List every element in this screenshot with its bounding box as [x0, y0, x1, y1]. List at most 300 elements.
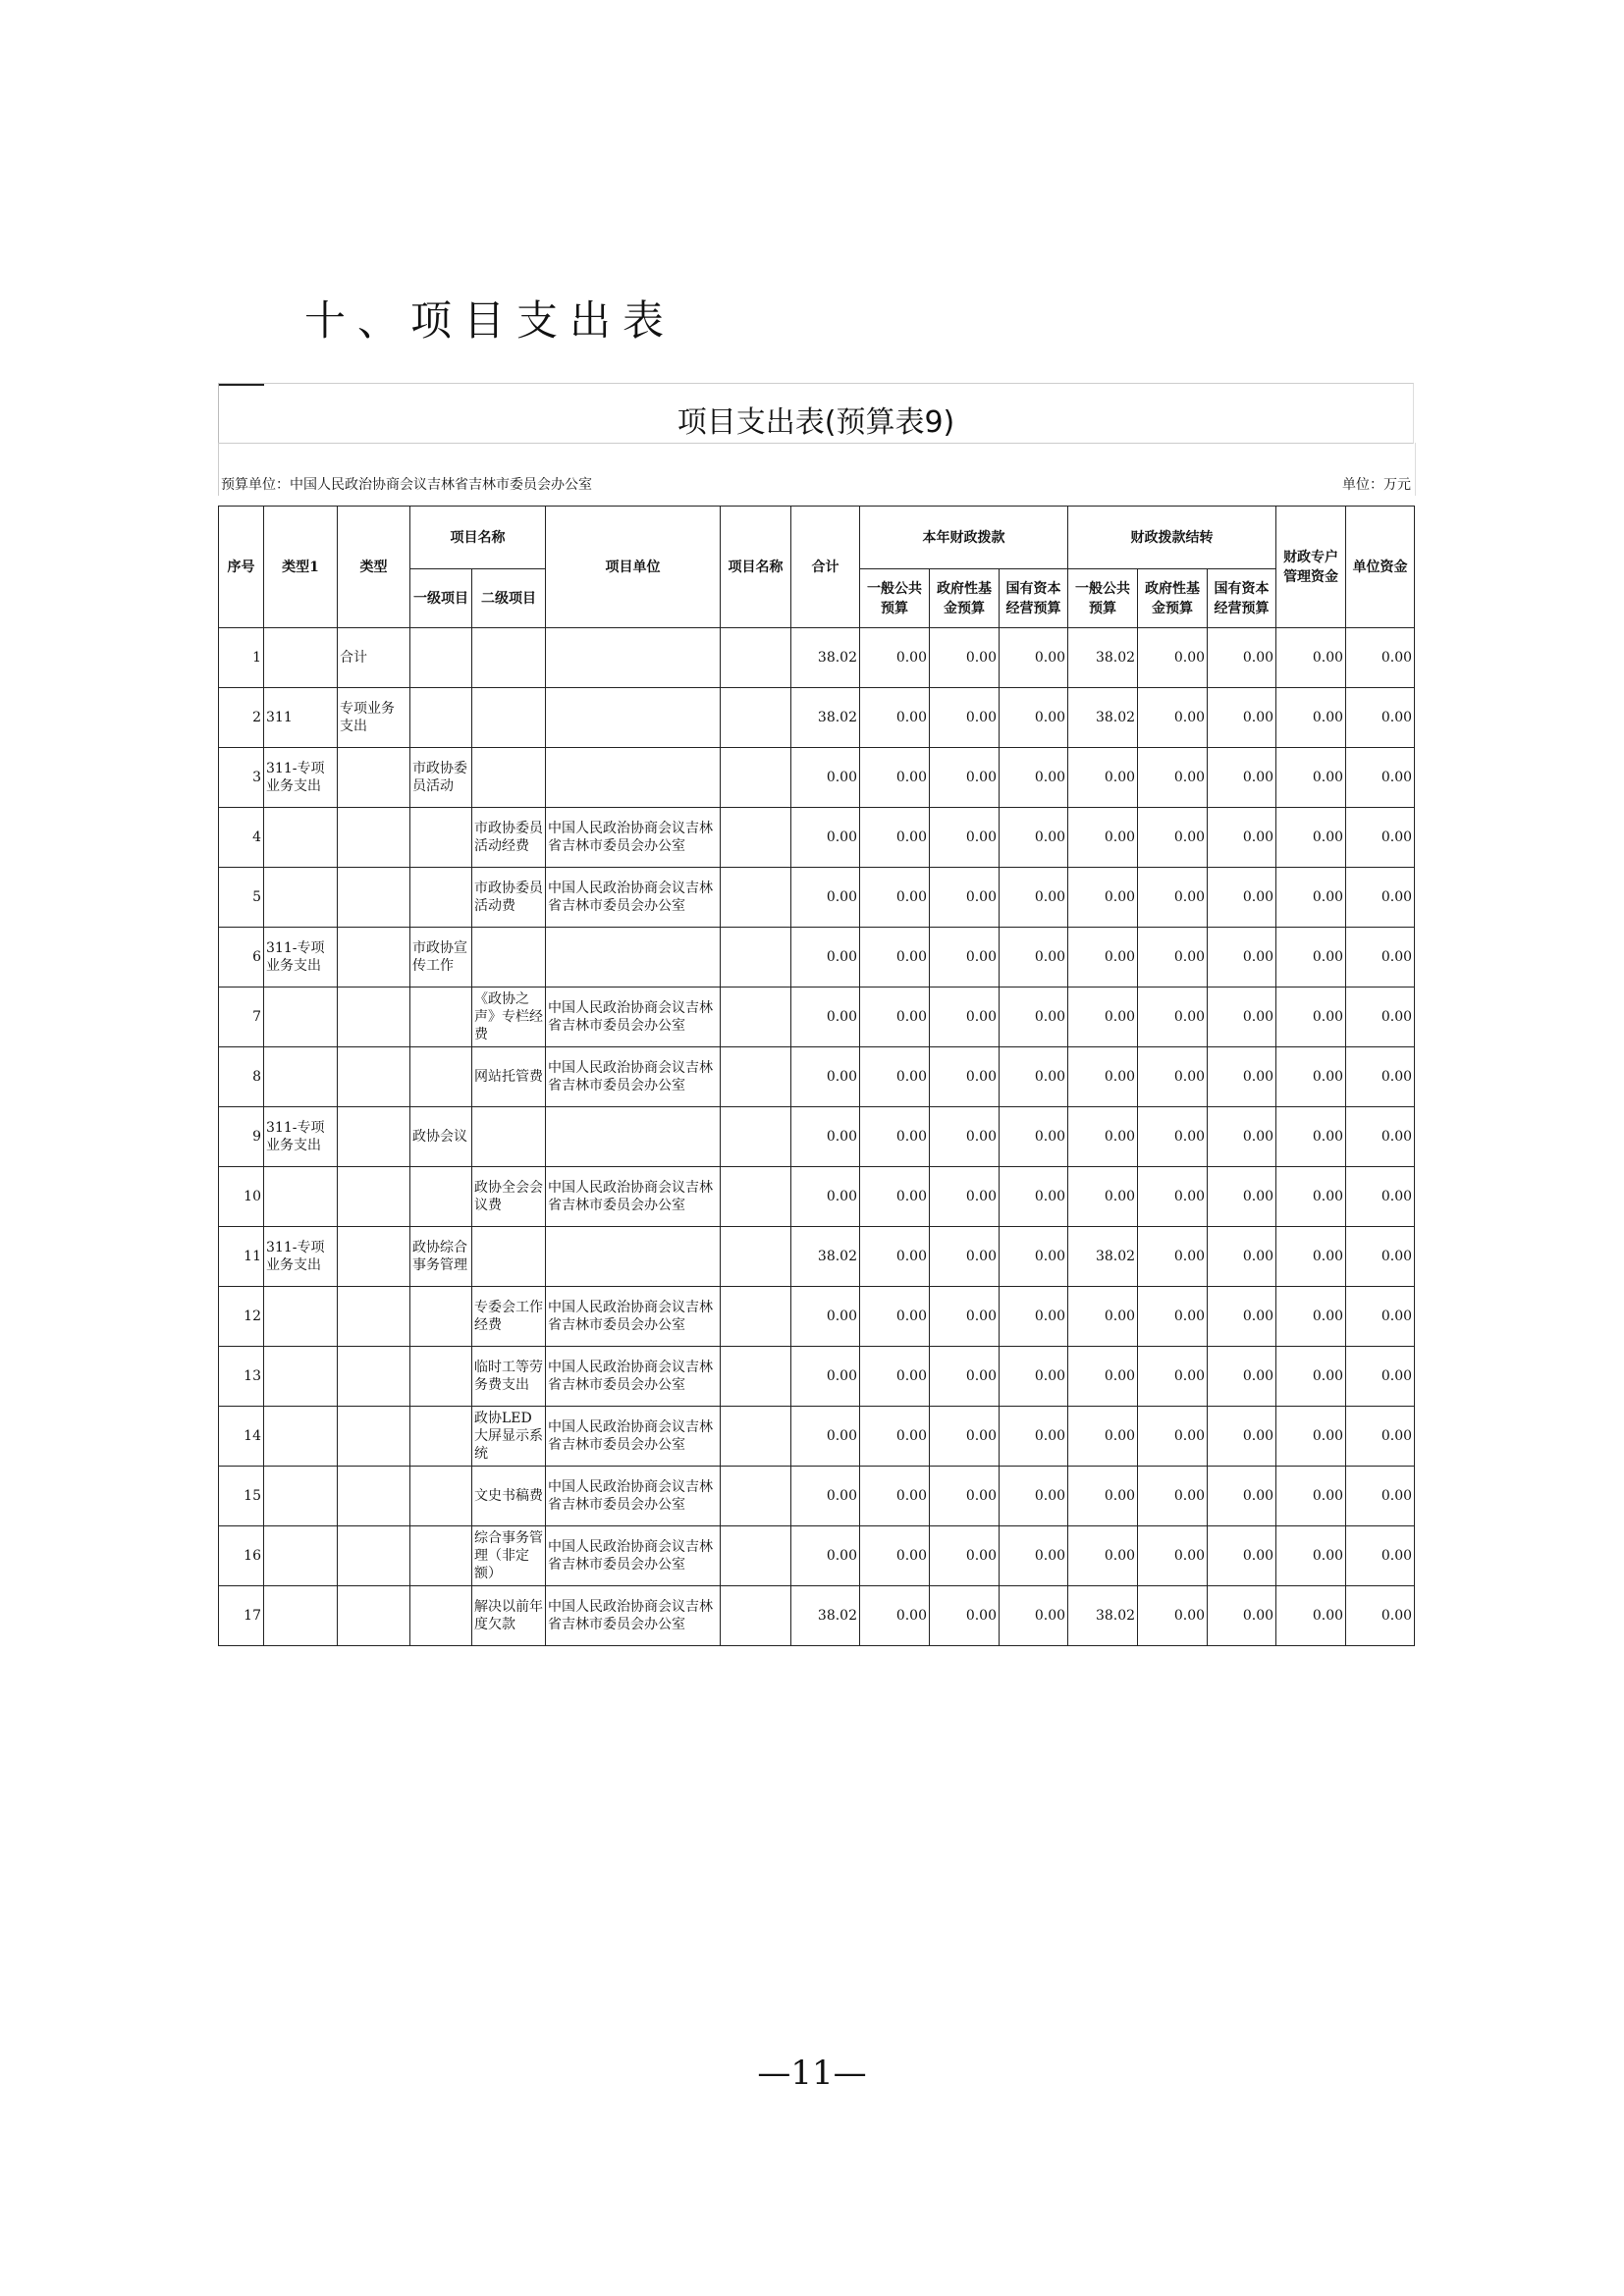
- cell-amount: 0.00: [1276, 1526, 1346, 1586]
- header-total: 合计: [791, 507, 860, 628]
- table-row: [219, 1347, 1415, 1407]
- table-title: 项目支出表(预算表9): [677, 405, 955, 440]
- cell-amount: 0.00: [791, 1167, 860, 1227]
- cell-level1: [410, 688, 472, 748]
- cell-amount: 0.00: [1276, 1047, 1346, 1107]
- cell-project-name: [721, 868, 791, 928]
- table-title-box: [218, 383, 1414, 444]
- cell-amount: 0.00: [1346, 988, 1415, 1047]
- cell-amount: 0.00: [1208, 928, 1276, 988]
- cell-amount: 0.00: [1138, 1586, 1208, 1646]
- cell-amount: 0.00: [791, 1047, 860, 1107]
- cell-project-unit: 中国人民政治协商会议吉林省吉林市委员会办公室: [546, 1467, 721, 1526]
- cell-amount: 38.02: [791, 1227, 860, 1287]
- header-project-title: 项目名称: [721, 507, 791, 628]
- cell-type1: [264, 628, 338, 688]
- cell-type1: [264, 1407, 338, 1467]
- cell-type: [338, 928, 410, 988]
- cell-seq: 1: [219, 628, 264, 688]
- cell-project-unit: 中国人民政治协商会议吉林省吉林市委员会办公室: [546, 868, 721, 928]
- table-row: [219, 628, 1415, 688]
- cell-amount: 0.00: [1346, 1526, 1415, 1586]
- cell-level2: 市政协委员活动费: [472, 868, 546, 928]
- cell-amount: 0.00: [1068, 1407, 1138, 1467]
- cell-amount: 0.00: [1068, 1107, 1138, 1167]
- cell-amount: 0.00: [930, 1047, 1000, 1107]
- cell-amount: 0.00: [930, 1526, 1000, 1586]
- cell-amount: 0.00: [1068, 1167, 1138, 1227]
- cell-level2: [472, 628, 546, 688]
- cell-amount: 38.02: [791, 688, 860, 748]
- cell-amount: 0.00: [1000, 1347, 1068, 1407]
- cell-type1: [264, 808, 338, 868]
- cell-amount: 0.00: [1138, 1047, 1208, 1107]
- cell-amount: 0.00: [860, 1107, 930, 1167]
- cell-amount: 0.00: [1000, 748, 1068, 808]
- cell-seq: 17: [219, 1586, 264, 1646]
- cell-amount: 0.00: [1346, 628, 1415, 688]
- cell-amount: 0.00: [1346, 1047, 1415, 1107]
- table-row: [219, 688, 1415, 748]
- cell-amount: 0.00: [1068, 748, 1138, 808]
- table-frame: [218, 383, 1414, 1669]
- table-row: [219, 988, 1415, 1047]
- cell-amount: 0.00: [1276, 988, 1346, 1047]
- cell-amount: 0.00: [1068, 1467, 1138, 1526]
- cell-amount: 0.00: [860, 1227, 930, 1287]
- cell-amount: 0.00: [1208, 1167, 1276, 1227]
- cell-amount: 0.00: [1276, 1407, 1346, 1467]
- table-row: [219, 868, 1415, 928]
- cell-project-name: [721, 1167, 791, 1227]
- cell-level1: [410, 1287, 472, 1347]
- header-current-year: 本年财政拨款: [860, 507, 1068, 569]
- header-level1: 一级项目: [410, 569, 472, 628]
- cell-amount: 38.02: [1068, 1227, 1138, 1287]
- cell-project-unit: [546, 1107, 721, 1167]
- header-unit-funds: 单位资金: [1346, 507, 1415, 628]
- cell-type: [338, 1227, 410, 1287]
- cell-amount: 0.00: [860, 688, 930, 748]
- cell-amount: 0.00: [860, 808, 930, 868]
- cell-type1: [264, 1167, 338, 1227]
- cell-amount: 0.00: [791, 748, 860, 808]
- cell-amount: 0.00: [1068, 928, 1138, 988]
- cell-amount: 0.00: [1208, 628, 1276, 688]
- cell-level2: [472, 928, 546, 988]
- cell-project-unit: [546, 688, 721, 748]
- header-special-account: 财政专户管理资金: [1276, 507, 1346, 628]
- cell-amount: 0.00: [1138, 1347, 1208, 1407]
- cell-amount: 0.00: [1208, 808, 1276, 868]
- cell-project-name: [721, 808, 791, 868]
- cell-project-unit: 中国人民政治协商会议吉林省吉林市委员会办公室: [546, 1526, 721, 1586]
- cell-project-name: [721, 1467, 791, 1526]
- cell-project-unit: 中国人民政治协商会议吉林省吉林市委员会办公室: [546, 1586, 721, 1646]
- cell-type: [338, 1407, 410, 1467]
- cell-level2: 政协全会会议费: [472, 1167, 546, 1227]
- currency-unit-label: 单位：万元: [1342, 477, 1411, 493]
- cell-amount: 0.00: [930, 928, 1000, 988]
- cell-amount: 0.00: [1000, 1586, 1068, 1646]
- table-row: [219, 1586, 1415, 1646]
- cell-amount: 38.02: [1068, 628, 1138, 688]
- cell-amount: 0.00: [1276, 1586, 1346, 1646]
- cell-level2: 市政协委员活动经费: [472, 808, 546, 868]
- cell-level2: 解决以前年度欠款: [472, 1586, 546, 1646]
- cell-seq: 14: [219, 1407, 264, 1467]
- cell-amount: 0.00: [1000, 688, 1068, 748]
- cell-amount: 0.00: [860, 1167, 930, 1227]
- cell-amount: 0.00: [860, 1047, 930, 1107]
- cell-amount: 0.00: [930, 1227, 1000, 1287]
- header-type1: 类型1: [264, 507, 338, 628]
- project-expenditure-table: [218, 506, 1415, 1646]
- cell-amount: 0.00: [1000, 1107, 1068, 1167]
- cell-amount: 0.00: [1000, 1287, 1068, 1347]
- cell-amount: 0.00: [930, 1287, 1000, 1347]
- cell-seq: 11: [219, 1227, 264, 1287]
- cell-seq: 16: [219, 1526, 264, 1586]
- cell-level2: [472, 748, 546, 808]
- cell-amount: 0.00: [1346, 1227, 1415, 1287]
- cell-amount: 0.00: [1138, 748, 1208, 808]
- cell-project-name: [721, 1586, 791, 1646]
- cell-amount: 0.00: [1000, 1407, 1068, 1467]
- cell-project-unit: 中国人民政治协商会议吉林省吉林市委员会办公室: [546, 1287, 721, 1347]
- cell-amount: 38.02: [1068, 1586, 1138, 1646]
- cell-amount: 0.00: [1208, 1047, 1276, 1107]
- cell-amount: 0.00: [1068, 988, 1138, 1047]
- cell-type1: [264, 868, 338, 928]
- meta-row: [218, 443, 1416, 496]
- cell-type: [338, 988, 410, 1047]
- cell-type: [338, 1107, 410, 1167]
- cell-amount: 0.00: [860, 1347, 930, 1407]
- cell-type1: 311-专项业务支出: [264, 1227, 338, 1287]
- section-heading: 十、项目支出表: [304, 296, 677, 345]
- cell-amount: 0.00: [860, 748, 930, 808]
- cell-amount: 0.00: [860, 1467, 930, 1526]
- cell-level2: [472, 688, 546, 748]
- cell-amount: 0.00: [1346, 928, 1415, 988]
- cell-amount: 0.00: [930, 1467, 1000, 1526]
- cell-type: [338, 1287, 410, 1347]
- header-cy-gov-fund: 政府性基金预算: [930, 569, 1000, 628]
- cell-amount: 0.00: [930, 1167, 1000, 1227]
- cell-amount: 0.00: [1138, 928, 1208, 988]
- cell-amount: 0.00: [930, 748, 1000, 808]
- header-co-general: 一般公共预算: [1068, 569, 1138, 628]
- table-row: [219, 1287, 1415, 1347]
- cell-amount: 0.00: [1208, 1467, 1276, 1526]
- cell-seq: 2: [219, 688, 264, 748]
- table-row: [219, 1227, 1415, 1287]
- cell-type1: [264, 1047, 338, 1107]
- cell-amount: 0.00: [1208, 1227, 1276, 1287]
- cell-amount: 0.00: [860, 1586, 930, 1646]
- header-level2: 二级项目: [472, 569, 546, 628]
- cell-level2: 《政协之声》专栏经费: [472, 988, 546, 1047]
- cell-level1: [410, 628, 472, 688]
- cell-amount: 0.00: [1276, 1347, 1346, 1407]
- table-row: [219, 1107, 1415, 1167]
- cell-type: [338, 748, 410, 808]
- cell-amount: 0.00: [1000, 1227, 1068, 1287]
- header-carryover: 财政拨款结转: [1068, 507, 1276, 569]
- cell-type1: 311: [264, 688, 338, 748]
- cell-project-name: [721, 1227, 791, 1287]
- cell-project-name: [721, 988, 791, 1047]
- cell-amount: 0.00: [1276, 1107, 1346, 1167]
- cell-project-unit: 中国人民政治协商会议吉林省吉林市委员会办公室: [546, 808, 721, 868]
- cell-amount: 0.00: [930, 868, 1000, 928]
- table-body: [219, 628, 1415, 1646]
- cell-amount: 0.00: [1138, 1407, 1208, 1467]
- cell-amount: 0.00: [791, 1107, 860, 1167]
- cell-type1: 311-专项业务支出: [264, 1107, 338, 1167]
- cell-type: [338, 1167, 410, 1227]
- cell-amount: 0.00: [791, 1347, 860, 1407]
- cell-seq: 8: [219, 1047, 264, 1107]
- cell-amount: 0.00: [1068, 1047, 1138, 1107]
- cell-amount: 0.00: [1068, 1287, 1138, 1347]
- cell-seq: 4: [219, 808, 264, 868]
- cell-amount: 0.00: [1138, 1526, 1208, 1586]
- header-co-gov-fund: 政府性基金预算: [1138, 569, 1208, 628]
- cell-level1: [410, 808, 472, 868]
- cell-amount: 0.00: [1276, 928, 1346, 988]
- cell-amount: 0.00: [930, 1347, 1000, 1407]
- cell-amount: 38.02: [1068, 688, 1138, 748]
- cell-project-unit: [546, 928, 721, 988]
- cell-amount: 0.00: [1138, 808, 1208, 868]
- cell-amount: 0.00: [1138, 688, 1208, 748]
- cell-amount: 0.00: [791, 1526, 860, 1586]
- cell-amount: 0.00: [1208, 1586, 1276, 1646]
- cell-level1: [410, 868, 472, 928]
- cell-amount: 0.00: [1138, 1167, 1208, 1227]
- header-project-unit: 项目单位: [546, 507, 721, 628]
- cell-amount: 0.00: [1000, 988, 1068, 1047]
- table-row: [219, 1407, 1415, 1467]
- cell-amount: 0.00: [1138, 1107, 1208, 1167]
- cell-level2: 文史书稿费: [472, 1467, 546, 1526]
- cell-amount: 0.00: [1208, 748, 1276, 808]
- cell-project-name: [721, 748, 791, 808]
- cell-amount: 0.00: [791, 928, 860, 988]
- cell-amount: 0.00: [1138, 628, 1208, 688]
- header-type: 类型: [338, 507, 410, 628]
- cell-amount: 0.00: [860, 988, 930, 1047]
- cell-project-unit: 中国人民政治协商会议吉林省吉林市委员会办公室: [546, 1347, 721, 1407]
- header-project-name-group: 项目名称: [410, 507, 546, 569]
- cell-seq: 6: [219, 928, 264, 988]
- cell-amount: 0.00: [930, 628, 1000, 688]
- cell-amount: 0.00: [1000, 628, 1068, 688]
- cell-level1: 政协会议: [410, 1107, 472, 1167]
- table-row: [219, 808, 1415, 868]
- cell-amount: 0.00: [1000, 1167, 1068, 1227]
- cell-project-unit: [546, 748, 721, 808]
- cell-type: [338, 808, 410, 868]
- cell-amount: 0.00: [791, 1467, 860, 1526]
- cell-level1: 政协综合事务管理: [410, 1227, 472, 1287]
- cell-amount: 0.00: [1346, 1467, 1415, 1526]
- cell-amount: 0.00: [930, 988, 1000, 1047]
- cell-amount: 0.00: [1276, 688, 1346, 748]
- budget-unit-label: 预算单位：中国人民政治协商会议吉林省吉林市委员会办公室: [221, 477, 592, 493]
- cell-project-unit: 中国人民政治协商会议吉林省吉林市委员会办公室: [546, 1047, 721, 1107]
- header-row-1: [219, 507, 1415, 569]
- cell-amount: 0.00: [860, 628, 930, 688]
- cell-project-name: [721, 1047, 791, 1107]
- cell-project-name: [721, 1407, 791, 1467]
- cell-amount: 0.00: [1000, 928, 1068, 988]
- cell-type: [338, 1347, 410, 1407]
- cell-type1: [264, 1526, 338, 1586]
- cell-amount: 0.00: [1000, 1047, 1068, 1107]
- cell-amount: 0.00: [860, 1287, 930, 1347]
- cell-type1: [264, 1287, 338, 1347]
- cell-level2: 专委会工作经费: [472, 1287, 546, 1347]
- cell-project-name: [721, 1287, 791, 1347]
- cell-amount: 0.00: [1138, 868, 1208, 928]
- cell-amount: 0.00: [1208, 988, 1276, 1047]
- cell-project-unit: 中国人民政治协商会议吉林省吉林市委员会办公室: [546, 1407, 721, 1467]
- cell-type1: [264, 988, 338, 1047]
- cell-amount: 0.00: [1208, 688, 1276, 748]
- cell-project-name: [721, 688, 791, 748]
- cell-amount: 0.00: [1276, 868, 1346, 928]
- cell-amount: 0.00: [1276, 1467, 1346, 1526]
- cell-amount: 0.00: [1346, 748, 1415, 808]
- cell-amount: 0.00: [1346, 1586, 1415, 1646]
- cell-project-name: [721, 928, 791, 988]
- cell-amount: 0.00: [1346, 1167, 1415, 1227]
- cell-project-name: [721, 628, 791, 688]
- cell-type1: 311-专项业务支出: [264, 928, 338, 988]
- cell-seq: 10: [219, 1167, 264, 1227]
- cell-amount: 38.02: [791, 1586, 860, 1646]
- cell-seq: 3: [219, 748, 264, 808]
- cell-seq: 9: [219, 1107, 264, 1167]
- cell-project-name: [721, 1107, 791, 1167]
- cell-amount: 0.00: [1138, 988, 1208, 1047]
- cell-amount: 0.00: [1276, 808, 1346, 868]
- cell-seq: 13: [219, 1347, 264, 1407]
- header-seq: 序号: [219, 507, 264, 628]
- cell-level2: 网站托管费: [472, 1047, 546, 1107]
- cell-type: [338, 868, 410, 928]
- cell-amount: 0.00: [1346, 868, 1415, 928]
- cell-amount: 0.00: [1138, 1227, 1208, 1287]
- cell-amount: 0.00: [930, 688, 1000, 748]
- cell-type: [338, 1047, 410, 1107]
- cell-level2: [472, 1227, 546, 1287]
- table-row: [219, 1467, 1415, 1526]
- cell-amount: 0.00: [1276, 1227, 1346, 1287]
- cell-amount: 0.00: [1208, 868, 1276, 928]
- cell-amount: 0.00: [1138, 1467, 1208, 1526]
- cell-level1: [410, 1347, 472, 1407]
- title-corner-mark: [219, 384, 264, 386]
- cell-seq: 7: [219, 988, 264, 1047]
- header-cy-state-capital: 国有资本经营预算: [1000, 569, 1068, 628]
- cell-amount: 0.00: [1068, 1526, 1138, 1586]
- cell-type: 合计: [338, 628, 410, 688]
- cell-amount: 0.00: [1000, 868, 1068, 928]
- cell-amount: 0.00: [1346, 688, 1415, 748]
- cell-project-unit: 中国人民政治协商会议吉林省吉林市委员会办公室: [546, 988, 721, 1047]
- cell-amount: 0.00: [791, 808, 860, 868]
- cell-amount: 0.00: [791, 1287, 860, 1347]
- cell-level1: [410, 988, 472, 1047]
- cell-project-unit: [546, 628, 721, 688]
- cell-amount: 0.00: [1276, 748, 1346, 808]
- cell-amount: 0.00: [1346, 1407, 1415, 1467]
- table-row: [219, 1047, 1415, 1107]
- cell-amount: 0.00: [930, 1107, 1000, 1167]
- cell-level1: 市政协委员活动: [410, 748, 472, 808]
- cell-level1: [410, 1586, 472, 1646]
- cell-amount: 0.00: [1208, 1407, 1276, 1467]
- table-row: [219, 1526, 1415, 1586]
- cell-amount: 0.00: [1276, 1287, 1346, 1347]
- cell-amount: 0.00: [1208, 1287, 1276, 1347]
- cell-amount: 38.02: [791, 628, 860, 688]
- cell-project-name: [721, 1526, 791, 1586]
- cell-amount: 0.00: [860, 868, 930, 928]
- cell-level2: 综合事务管理（非定额）: [472, 1526, 546, 1586]
- cell-seq: 15: [219, 1467, 264, 1526]
- cell-type: [338, 1467, 410, 1526]
- cell-level2: [472, 1107, 546, 1167]
- cell-type1: [264, 1467, 338, 1526]
- table-row: [219, 1167, 1415, 1227]
- cell-amount: 0.00: [1346, 1287, 1415, 1347]
- cell-amount: 0.00: [791, 1407, 860, 1467]
- cell-amount: 0.00: [1276, 1167, 1346, 1227]
- cell-amount: 0.00: [1000, 1526, 1068, 1586]
- cell-amount: 0.00: [791, 868, 860, 928]
- header-cy-general: 一般公共预算: [860, 569, 930, 628]
- header-co-state-capital: 国有资本经营预算: [1208, 569, 1276, 628]
- cell-amount: 0.00: [1138, 1287, 1208, 1347]
- cell-level1: [410, 1047, 472, 1107]
- cell-amount: 0.00: [791, 988, 860, 1047]
- cell-level2: 政协LED大屏显示系统: [472, 1407, 546, 1467]
- cell-amount: 0.00: [1346, 1347, 1415, 1407]
- cell-amount: 0.00: [930, 808, 1000, 868]
- cell-type: [338, 1526, 410, 1586]
- cell-type1: [264, 1586, 338, 1646]
- cell-level1: [410, 1467, 472, 1526]
- cell-type: [338, 1586, 410, 1646]
- cell-amount: 0.00: [1068, 868, 1138, 928]
- cell-amount: 0.00: [860, 928, 930, 988]
- page-number: —11—: [757, 2054, 867, 2093]
- cell-amount: 0.00: [1068, 1347, 1138, 1407]
- cell-level1: [410, 1526, 472, 1586]
- table-row: [219, 748, 1415, 808]
- cell-amount: 0.00: [860, 1407, 930, 1467]
- table-row: [219, 928, 1415, 988]
- cell-amount: 0.00: [930, 1586, 1000, 1646]
- cell-amount: 0.00: [930, 1407, 1000, 1467]
- cell-amount: 0.00: [1208, 1107, 1276, 1167]
- cell-seq: 12: [219, 1287, 264, 1347]
